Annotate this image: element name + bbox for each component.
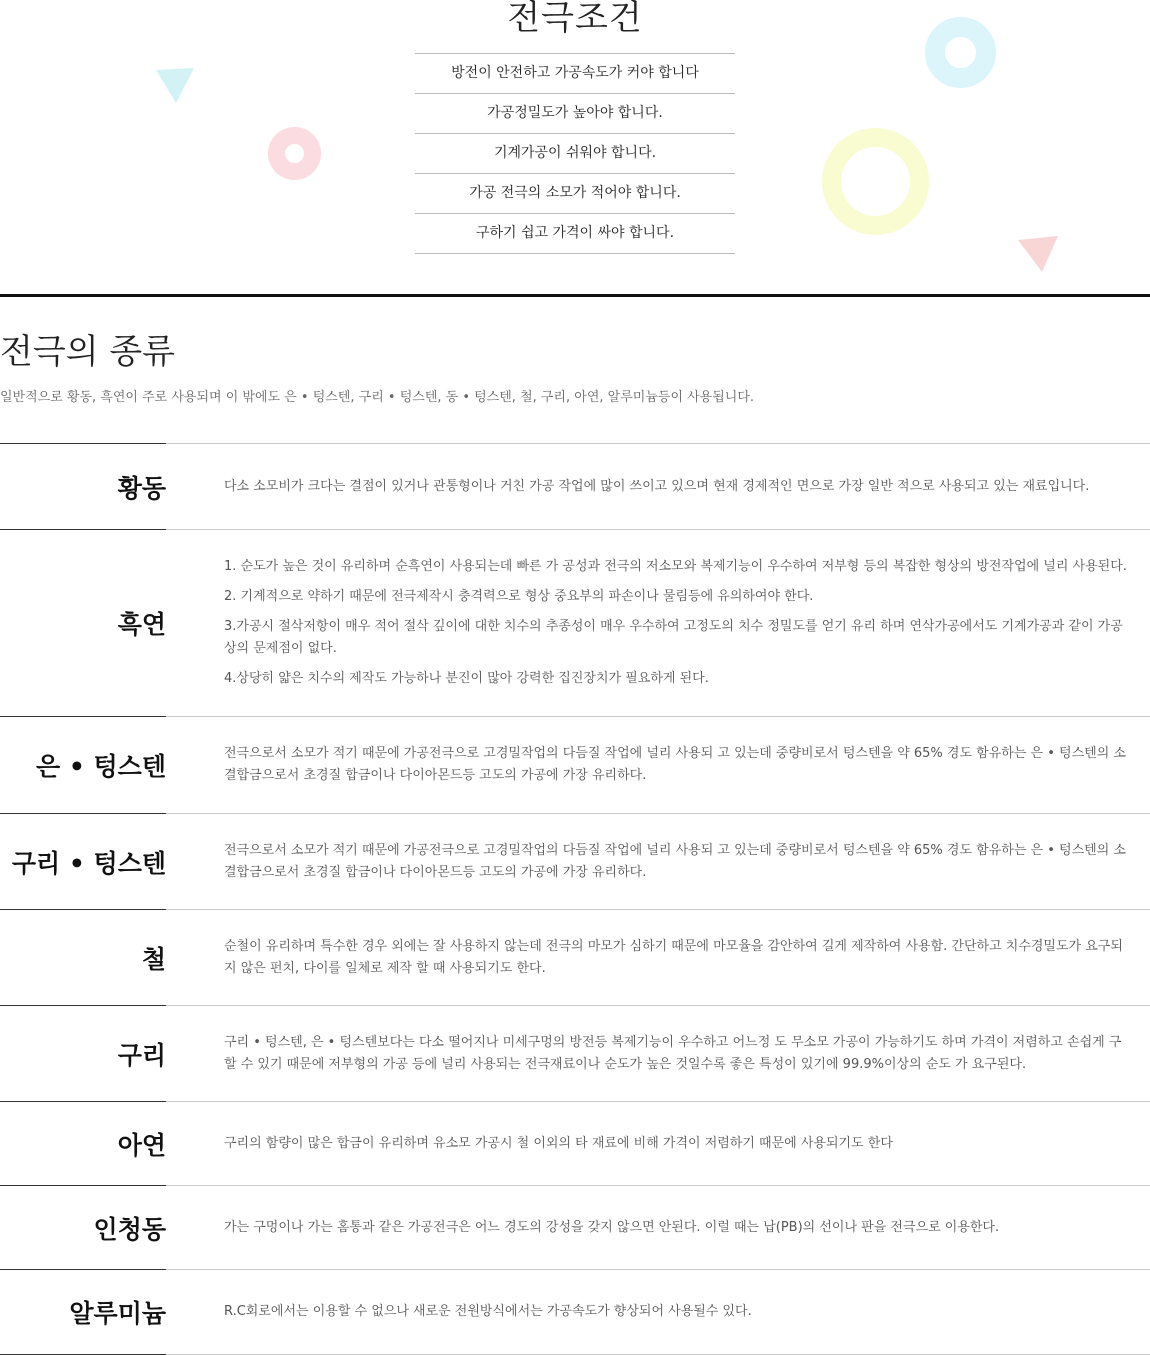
description-paragraph: 다소 소모비가 크다는 결점이 있거나 관통형이나 거친 가공 작업에 많이 쓰이고 있으며 현재 경제적인 면으로 가장 일반 적으로 사용되고 있는 재료입니다. (224, 478, 1090, 494)
table-row (0, 1185, 1150, 1269)
electrode-name: 은 • 텅스텐 (36, 752, 166, 781)
conditions-title: 전극조건 (507, 0, 643, 38)
electrode-description (166, 1102, 1150, 1185)
condition-item: 기계가공이 쉬워야 합니다. (415, 134, 735, 174)
table-row (0, 1101, 1150, 1185)
electrode-description (166, 910, 1150, 1005)
electrode-name: 구리 • 텅스텐 (11, 848, 166, 878)
electrode-name: 아연 (117, 1130, 166, 1160)
description-paragraph: 전극으로서 소모가 적기 때문에 가공전극으로 고경밀작업의 다듬질 작업에 널리 사용되 고 있는데 중량비로서 텅스텐을 약 65% 경도 함유하는 은 • 텅스텐의 소결합금으로서 초경질 합금이나 다이아몬드등 고도의 가공에 가장 유리하다. (224, 746, 1126, 783)
description-paragraph: 순철이 유리하며 특수한 경우 외에는 잘 사용하지 않는데 전극의 마모가 심하기 때문에 마모율을 감안하여 길게 제작하여 사용함. 간단하고 치수경밀도가 요구되지 않은 펀치, 다이를 일체로 제작 할 때 사용되기도 한다. (224, 938, 1123, 976)
description-paragraph: 전극으로서 소모가 적기 때문에 가공전극으로 고경밀작업의 다듬질 작업에 널리 사용되 고 있는데 중량비로서 텅스텐을 약 65% 경도 함유하는 은 • 텅스텐의 소결합금으로서 초경질 합금이나 다이아몬드등 고도의 가공에 가장 유리하다. (224, 842, 1126, 880)
description-paragraph: 구리 • 텅스텐, 은 • 텅스텐보다는 다소 떨어지나 미세구멍의 방전등 복제기능이 우수하고 어느정 도 무소모 가공이 가능하기도 하며 가격이 저렴하고 손쉽게 구할 수 있기 때문에 저부형의 가공 등에 널리 사용되는 전극재료이나 순도가 높은 것일수록 좋은 특성이 있기에 99.9%이상의 순도 가 요구된다. (224, 1034, 1122, 1072)
table-row (0, 1269, 1150, 1355)
description-paragraph: 2. 기계적으로 약하기 때문에 전극제작시 충격력으로 형상 중요부의 파손이나 물림등에 유의하여야 한다. (224, 589, 814, 604)
table-row (0, 813, 1150, 909)
condition-item: 가공정밀도가 높아야 합니다. (415, 94, 735, 134)
description-paragraph: 가는 구멍이나 가는 홈통과 같은 가공전극은 어느 경도의 강성을 갖지 않으면 안된다. 이럴 때는 납(PB)의 선이나 판을 전극으로 이용한다. (224, 1219, 1000, 1235)
pink-triangle-decoration (1018, 236, 1060, 274)
condition-item: 방전이 안전하고 가공속도가 커야 합니다 (415, 54, 735, 94)
electrode-description (166, 1270, 1150, 1354)
electrode-description (166, 1006, 1150, 1101)
types-description: 일반적으로 황동, 흑연이 주로 사용되며 이 밖에도 은 • 텅스텐, 구리 • 텅스텐, 동 • 텅스텐, 철, 구리, 아연, 알루미늄등이 사용됩니다. (0, 390, 755, 405)
description-paragraph: 3.가공시 절삭저항이 매우 적어 절삭 깊이에 대한 치수의 추종성이 매우 우수하여 고정도의 치수 정밀도를 얻기 유리 하며 연삭가공에서도 기계가공과 같이 가공상의 문제점이 없다. (224, 619, 1123, 656)
electrode-description (166, 444, 1150, 529)
electrode-description (166, 814, 1150, 909)
types-title: 전극의 종류 (0, 332, 176, 372)
table-row (0, 1005, 1150, 1101)
electrode-name: 철 (141, 944, 166, 974)
pink-ring-decoration (268, 127, 321, 180)
electrode-description (166, 717, 1150, 813)
table-row (0, 716, 1150, 813)
electrode-description (166, 1186, 1150, 1269)
electrode-name: 알루미늄 (69, 1299, 166, 1328)
description-paragraph: 1. 순도가 높은 것이 유리하며 순흑연이 사용되는데 빠른 가 공성과 전극의 저소모와 복제기능이 우수하여 저부형 등의 복잡한 형상의 방전작업에 널리 사용된다. (224, 559, 1127, 574)
table-row (0, 529, 1150, 716)
table-row (0, 443, 1150, 529)
description-paragraph: 구리의 함량이 많은 합금이 유리하며 유소모 가공시 철 이외의 타 재료에 비해 가격이 저렴하기 때문에 사용되기도 한다 (224, 1135, 893, 1151)
condition-item: 가공 전극의 소모가 적어야 합니다. (415, 174, 735, 214)
cyan-ring-decoration (925, 17, 996, 88)
electrode-name: 황동 (117, 473, 166, 503)
condition-item: 구하기 쉽고 가격이 싸야 합니다. (415, 214, 735, 254)
section-divider (0, 294, 1150, 297)
electrode-name: 인청동 (93, 1214, 166, 1244)
electrode-description (166, 530, 1150, 716)
cyan-triangle-decoration (156, 68, 196, 106)
electrode-name: 구리 (117, 1040, 166, 1070)
yellow-ring-decoration (822, 128, 929, 235)
electrode-conditions-section (0, 0, 1150, 296)
electrode-types-table (0, 443, 1150, 1355)
electrode-name: 흑연 (117, 610, 166, 639)
conditions-list (415, 53, 735, 254)
electrode-types-header (0, 330, 1150, 405)
description-paragraph: R.C회로에서는 이용할 수 없으나 새로운 전원방식에서는 가공속도가 향상되어 사용될수 있다. (224, 1304, 752, 1319)
table-row (0, 909, 1150, 1005)
description-paragraph: 4.상당히 얇은 치수의 제작도 가능하나 분진이 많아 강력한 집진장치가 필요하게 된다. (224, 671, 709, 686)
